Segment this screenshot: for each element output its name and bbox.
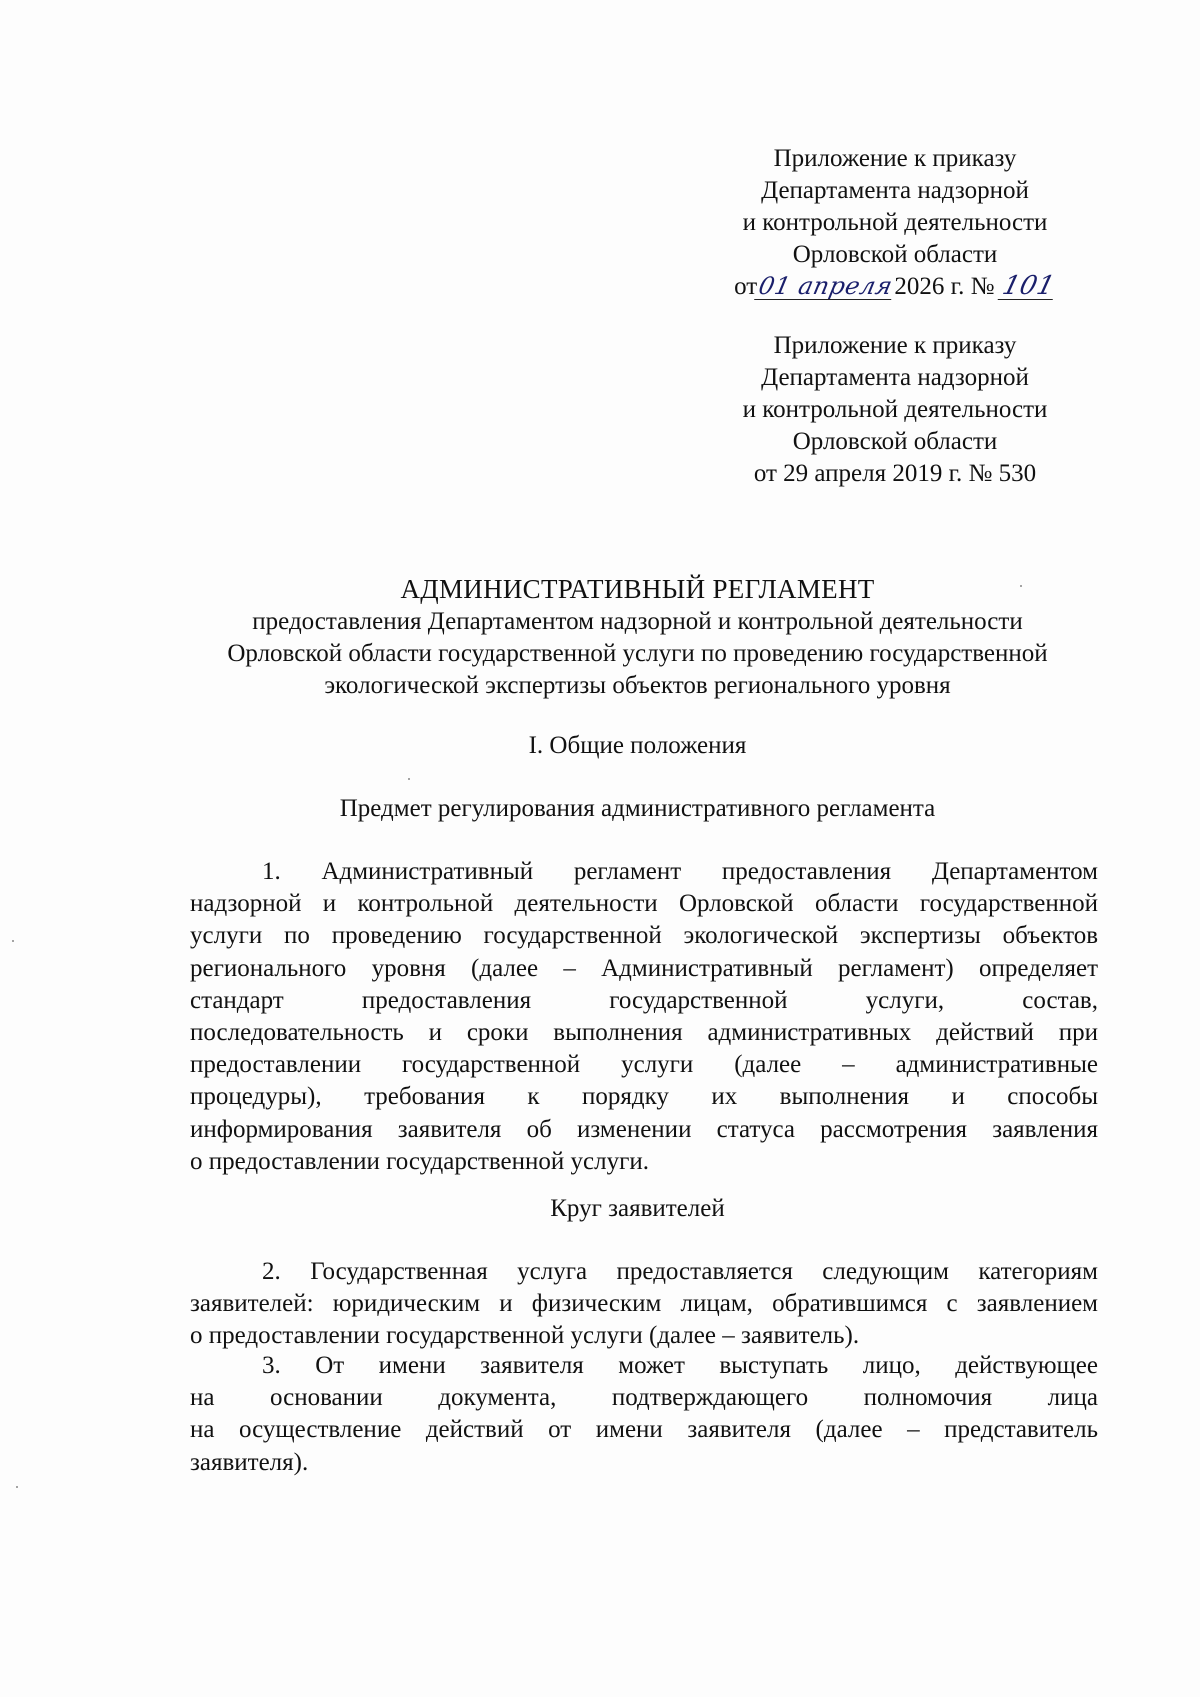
- paragraph-line: информирования заявителя об изменении статуса рассмотрения заявления: [190, 1115, 1098, 1143]
- scan-speck: [408, 778, 410, 780]
- approval-line: Приложение к приказу: [773, 145, 1017, 172]
- subsection-heading: Круг заявителей: [550, 1195, 725, 1222]
- scan-speck: [12, 940, 14, 942]
- scan-speck: [1020, 585, 1022, 587]
- approval-line: Департамента надзорной: [761, 177, 1029, 204]
- title-main: АДМИНИСТРАТИВНЫЙ РЕГЛАМЕНТ: [400, 574, 875, 604]
- approval-line: Департамента надзорной: [761, 364, 1029, 391]
- approval-line: и контрольной деятельности: [742, 209, 1048, 236]
- paragraph-line: на основании документа, подтверждающего полномочия лица: [190, 1384, 1098, 1412]
- scan-speck: [16, 1486, 18, 1488]
- paragraph-line: услуги по проведению государственной экологической экспертизы объектов: [190, 922, 1098, 950]
- paragraph-line: регионального уровня (далее – Административный регламент) определяет: [190, 954, 1098, 982]
- paragraph-line: надзорной и контрольной деятельности Орловской области государственной: [190, 890, 1098, 918]
- approval-line: Орловской области: [792, 241, 998, 268]
- title-subtitle-line: предоставления Департаментом надзорной и контрольной деятельности: [252, 608, 1023, 635]
- paragraph-line: 3. От имени заявителя может выступать лицо, действующее: [262, 1352, 1098, 1379]
- paragraph-1: [190, 856, 1098, 1178]
- paragraph-line: последовательность и сроки выполнения административных действий при: [190, 1019, 1098, 1047]
- approval-line: и контрольной деятельности: [742, 396, 1048, 423]
- paragraph-2: [190, 1256, 1098, 1353]
- paragraph-line: процедуры), требования к порядку их выполнения и способы: [190, 1083, 1098, 1111]
- title-subtitle-line: Орловской области государственной услуги по проведению государственной: [227, 640, 1048, 667]
- date-prefix: от: [734, 273, 758, 300]
- year-number-label: 2026 г. №: [894, 273, 995, 300]
- approval-line: Орловской области: [792, 428, 998, 455]
- paragraph-line: заявителя).: [190, 1448, 309, 1476]
- paragraph-line: о предоставлении государственной услуги (далее – заявитель).: [190, 1322, 860, 1350]
- paragraph-line: предоставлении государственной услуги (далее – административные: [190, 1051, 1098, 1079]
- approval-date-line: от 29 апреля 2019 г. № 530: [753, 460, 1037, 487]
- paragraph-line: 1. Административный регламент предоставления Департаментом: [262, 858, 1098, 885]
- paragraph-3: [190, 1350, 1098, 1479]
- document-title: [160, 572, 1115, 702]
- paragraph-line: о предоставлении государственной услуги.: [190, 1147, 649, 1175]
- approval-date-line: [715, 271, 1075, 303]
- paragraph-line: на осуществление действий от имени заявителя (далее – представитель: [190, 1416, 1098, 1444]
- approval-line: Приложение к приказу: [773, 332, 1017, 359]
- approval-block-original: [715, 330, 1075, 490]
- handwritten-order-number: 101: [999, 271, 1058, 301]
- paragraph-line: заявителей: юридическим и физическим лицам, обратившимся с заявлением: [190, 1290, 1098, 1318]
- title-subtitle-line: экологической экспертизы объектов регионального уровня: [324, 672, 951, 699]
- approval-block-current: [715, 143, 1075, 303]
- paragraph-line: стандарт предоставления государственной услуги, состав,: [190, 986, 1098, 1014]
- paragraph-line: 2. Государственная услуга предоставляется следующим категориям: [262, 1258, 1098, 1285]
- subsection-heading: Предмет регулирования административного регламента: [339, 795, 936, 822]
- handwritten-date: 01 апреля: [756, 272, 896, 300]
- section-heading: I. Общие положения: [528, 732, 747, 759]
